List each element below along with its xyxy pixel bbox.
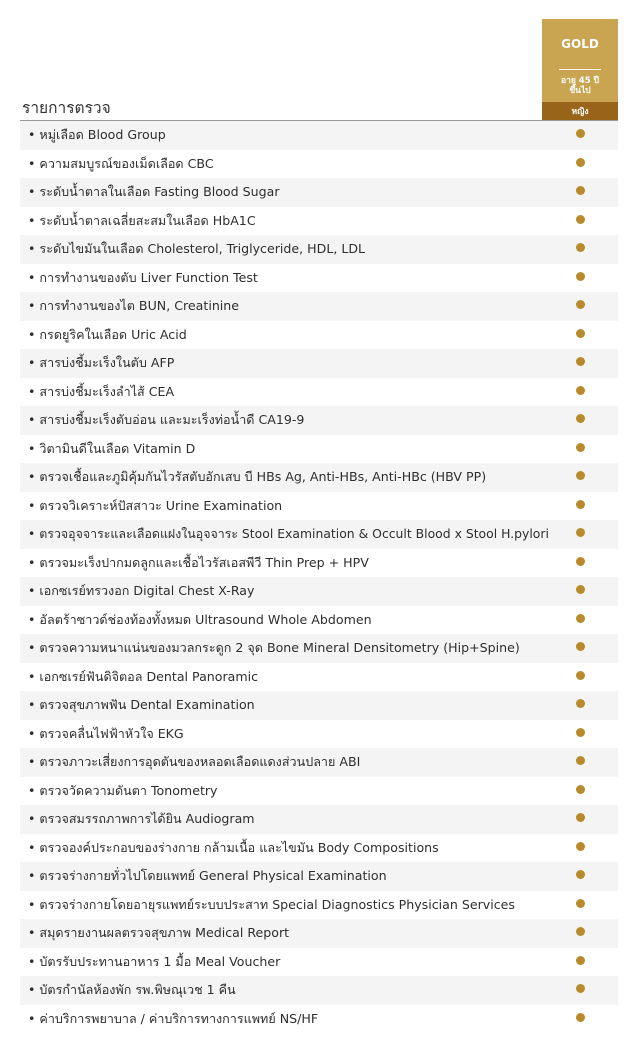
package-age-line2: ขึ้นไป — [569, 85, 591, 96]
table-row — [20, 492, 618, 521]
item-label: • ระดับน้ำตาลในเลือด Fasting Blood Sugar — [28, 184, 280, 200]
table-row — [20, 577, 618, 606]
item-label: • บัตรกำนัลห้องพัก รพ.พิษณุเวช 1 คืน — [28, 982, 236, 998]
item-label: • ระดับไขมันในเลือด Cholesterol, Triglyceride, HDL, LDL — [28, 241, 366, 257]
table-row — [20, 634, 618, 663]
table-row — [20, 720, 618, 749]
item-label: • การทำงานของไต BUN, Creatinine — [28, 298, 240, 314]
included-dot-icon — [576, 528, 585, 537]
table-row — [20, 919, 618, 948]
included-dot-icon — [576, 158, 585, 167]
table-row — [20, 207, 618, 236]
item-label: • ตรวจวัดความดันตา Tonometry — [28, 782, 218, 798]
list-heading: รายการตรวจ — [22, 99, 111, 117]
table-row — [20, 948, 618, 977]
table-row — [20, 321, 618, 350]
table-row — [20, 406, 618, 435]
table-row — [20, 606, 618, 635]
table-row — [20, 663, 618, 692]
package-column-header — [542, 19, 618, 120]
included-dot-icon — [576, 215, 585, 224]
item-label: • การทำงานของตับ Liver Function Test — [28, 269, 258, 285]
table-row — [20, 150, 618, 179]
item-label: • ตรวจสมรรถภาพการได้ยิน Audiogram — [28, 811, 255, 827]
included-dot-icon — [576, 557, 585, 566]
item-label: • เอกซเรย์ฟันดิจิตอล Dental Panoramic — [28, 668, 259, 684]
item-label: • หมู่เลือด Blood Group — [28, 127, 166, 143]
item-label: • บัตรรับประทานอาหาร 1 มื้อ Meal Voucher — [28, 953, 281, 969]
included-dot-icon — [576, 414, 585, 423]
included-dot-icon — [576, 443, 585, 452]
item-label: • ตรวจความหนาแน่นของมวลกระดูก 2 จุด Bone Mineral Densitometry (Hip+Spine) — [28, 640, 520, 656]
item-label: • ตรวจภาวะเสี่ยงการอุดตันของหลอดเลือดแดงส่วนปลาย ABI — [28, 754, 361, 770]
table-row — [20, 520, 618, 549]
included-dot-icon — [576, 585, 585, 594]
item-label: • สมุดรายงานผลตรวจสุขภาพ Medical Report — [28, 925, 290, 941]
item-label: • สารบ่งชี้มะเร็งตับอ่อน และมะเร็งท่อน้ำดี CA19-9 — [28, 412, 305, 428]
included-dot-icon — [576, 272, 585, 281]
table-row — [20, 805, 618, 834]
included-dot-icon — [576, 956, 585, 965]
table-row — [20, 349, 618, 378]
item-label: • ตรวจร่างกายทั่วไปโดยแพทย์ General Physical Examination — [28, 868, 387, 884]
included-dot-icon — [576, 899, 585, 908]
table-row — [20, 235, 618, 264]
item-label: • สารบ่งชี้มะเร็งลำไส้ CEA — [28, 383, 175, 399]
table-row — [20, 378, 618, 407]
included-dot-icon — [576, 1013, 585, 1022]
included-dot-icon — [576, 357, 585, 366]
item-label: • ตรวจคลื่นไฟฟ้าหัวใจ EKG — [28, 725, 184, 741]
table-row — [20, 891, 618, 920]
included-dot-icon — [576, 129, 585, 138]
item-label: • ตรวจมะเร็งปากมดลูกและเชื้อไวรัสเอสพีวี Thin Prep + HPV — [28, 554, 369, 570]
table-row — [20, 777, 618, 806]
table-row — [20, 264, 618, 293]
included-dot-icon — [576, 927, 585, 936]
table-row — [20, 121, 618, 150]
item-label: • ตรวจเชื้อและภูมิคุ้มกันไวรัสตับอักเสบ บี HBs Ag, Anti-HBs, Anti-HBc (HBV PP) — [28, 469, 487, 485]
table-row — [20, 463, 618, 492]
included-dot-icon — [576, 728, 585, 737]
item-label: • ค่าบริการพยาบาล / ค่าบริการทางการแพทย์ NS/HF — [28, 1010, 319, 1026]
table-row — [20, 292, 618, 321]
table-row — [20, 549, 618, 578]
included-dot-icon — [576, 186, 585, 195]
included-dot-icon — [576, 756, 585, 765]
checkup-items-table — [20, 121, 618, 1033]
included-dot-icon — [576, 699, 585, 708]
table-row — [20, 178, 618, 207]
item-label: • ตรวจร่างกายโดยอายุรแพทย์ระบบประสาท Special Diagnostics Physician Services — [28, 896, 515, 912]
item-label: • อัลตร้าซาวด์ช่องท้องทั้งหมด Ultrasound Whole Abdomen — [28, 611, 372, 627]
item-label: • ตรวจอุจจาระและเลือดแฝงในอุจจาระ Stool Examination & Occult Blood x Stool H.pylori — [28, 525, 549, 541]
table-row — [20, 748, 618, 777]
included-dot-icon — [576, 500, 585, 509]
included-dot-icon — [576, 300, 585, 309]
table-row — [20, 976, 618, 1005]
table-row — [20, 1005, 618, 1034]
package-gender: หญิง — [542, 102, 618, 120]
included-dot-icon — [576, 870, 585, 879]
included-dot-icon — [576, 813, 585, 822]
table-row — [20, 834, 618, 863]
item-label: • เอกซเรย์ทรวงอก Digital Chest X-Ray — [28, 583, 255, 599]
item-label: • กรดยูริคในเลือด Uric Acid — [28, 326, 187, 342]
package-age-line1: อายุ 45 ปี — [560, 75, 599, 86]
table-row — [20, 862, 618, 891]
item-label: • ตรวจองค์ประกอบของร่างกาย กล้ามเนื้อ และไขมัน Body Compositions — [28, 839, 439, 855]
included-dot-icon — [576, 671, 585, 680]
included-dot-icon — [576, 329, 585, 338]
item-label: • ตรวจสุขภาพฟัน Dental Examination — [28, 697, 255, 713]
included-dot-icon — [576, 386, 585, 395]
included-dot-icon — [576, 614, 585, 623]
included-dot-icon — [576, 785, 585, 794]
item-label: • ตรวจวิเคราะห์ปัสสาวะ Urine Examination — [28, 497, 283, 513]
included-dot-icon — [576, 471, 585, 480]
table-row — [20, 435, 618, 464]
item-label: • วิตามินดีในเลือด Vitamin D — [28, 440, 196, 456]
package-age — [542, 69, 618, 102]
item-label: • ระดับน้ำตาลเฉลี่ยสะสมในเลือด HbA1C — [28, 212, 256, 228]
included-dot-icon — [576, 642, 585, 651]
table-row — [20, 691, 618, 720]
included-dot-icon — [576, 984, 585, 993]
included-dot-icon — [576, 243, 585, 252]
package-name: GOLD — [542, 19, 618, 69]
item-label: • สารบ่งชี้มะเร็งในตับ AFP — [28, 355, 175, 371]
item-label: • ความสมบูรณ์ของเม็ดเลือด CBC — [28, 155, 214, 171]
included-dot-icon — [576, 842, 585, 851]
